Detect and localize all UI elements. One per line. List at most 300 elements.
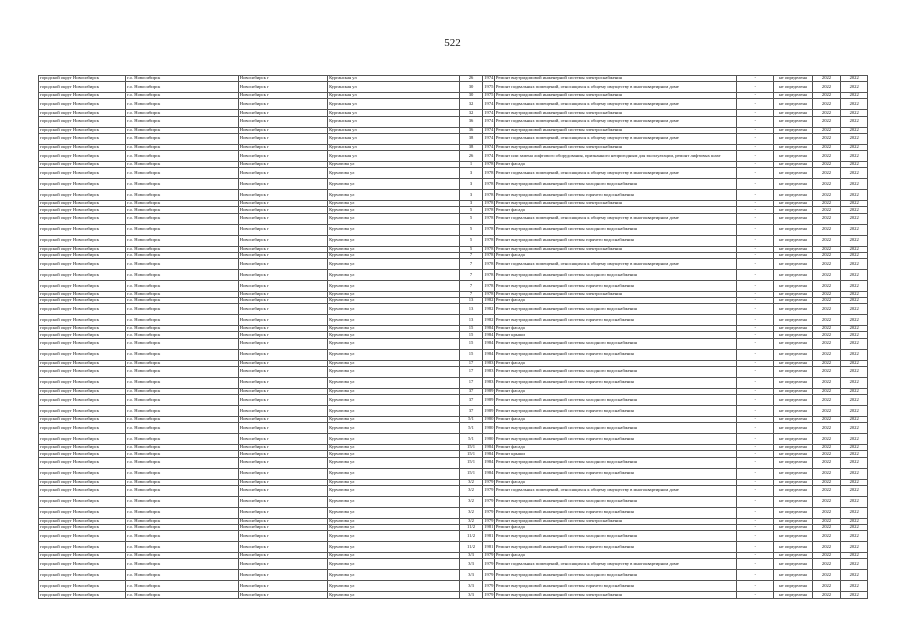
locality-cell: Новосибирск г <box>238 434 327 445</box>
street-cell: Курчатова ул <box>328 315 460 326</box>
municipality-cell: городской округ Новосибирск <box>39 82 126 93</box>
street-cell: Курчатова ул <box>328 395 460 406</box>
locality-cell: Новосибирск г <box>238 553 327 559</box>
house-number-cell: 3 <box>459 190 482 201</box>
dash-cell: - <box>737 406 774 417</box>
end-year-cell: 2022 <box>841 434 868 445</box>
municipality-cell: городской округ Новосибирск <box>39 542 126 553</box>
street-cell: Курчатова ул <box>328 496 460 507</box>
end-year-cell: 2022 <box>841 445 868 451</box>
municipality-cell: городской округ Новосибирск <box>39 479 126 485</box>
build-year-cell: 1978 <box>483 269 495 280</box>
end-year-cell: 2022 <box>841 269 868 280</box>
end-year-cell: 2022 <box>841 207 868 213</box>
house-number-cell: 15/1 <box>459 451 482 457</box>
street-cell: Курганская ул <box>328 82 460 93</box>
house-number-cell: 26 <box>459 76 482 82</box>
municipality-cell: городской округ Новосибирск <box>39 76 126 82</box>
build-year-cell: 1978 <box>484 246 494 251</box>
street-cell: Курчатова ул <box>328 388 460 394</box>
dash-cell: - <box>737 507 774 518</box>
work-type-cell: Ремонт подвальных помещений, относящихся к общему имуществу в многоквартирном доме <box>494 168 736 179</box>
dash-cell: - <box>737 445 774 451</box>
work-type-cell: Ремонт внутридомовой инженерной системы холодного водоснабжения <box>494 304 736 315</box>
house-number-cell: 32 <box>459 99 482 110</box>
locality-cell: Новосибирск г <box>238 417 327 423</box>
street-cell: Курчатова ул <box>328 179 460 190</box>
table-row <box>39 406 868 417</box>
work-type-cell: Ремонт внутридомовой инженерной системы холодного водоснабжения <box>494 366 736 377</box>
build-year-cell: 1979 <box>484 518 494 523</box>
work-type-cell: Ремонт фасада <box>494 388 736 394</box>
settlement-cell: г.о. Новосибирск <box>126 213 239 224</box>
locality-cell: Новосибирск г <box>238 291 327 297</box>
end-year-cell: 2022 <box>841 570 868 581</box>
work-type-cell: Ремонт внутридомовой инженерной системы горячего водоснабжения <box>494 377 736 388</box>
settlement-cell: г.о. Новосибирск <box>126 451 239 457</box>
table-row <box>39 179 868 190</box>
house-number-cell: 3/2 <box>459 479 482 485</box>
house-number-cell: 3/3 <box>459 559 482 570</box>
municipality-cell: городской округ Новосибирск <box>39 349 126 360</box>
cost-cell: не определена <box>774 246 812 252</box>
plan-year-cell: 2022 <box>812 395 841 406</box>
cost-cell: не определена <box>774 553 812 559</box>
build-year-cell: 1982 <box>483 315 495 326</box>
cost-cell: не определена <box>774 315 812 326</box>
street-cell: Курчатова ул <box>328 269 460 280</box>
locality-cell: Новосибирск г <box>238 349 327 360</box>
table-row <box>39 150 868 161</box>
settlement-cell: г.о. Новосибирск <box>126 485 239 496</box>
table-row <box>39 82 868 93</box>
cost-cell: не определена <box>774 168 812 179</box>
street-cell: Курчатова ул <box>328 201 460 207</box>
plan-year-cell: 2022 <box>812 150 841 161</box>
locality-cell: Новосибирск г <box>238 201 327 207</box>
work-type-cell: Ремонт внутридомовой инженерной системы горячего водоснабжения <box>494 190 736 201</box>
plan-year-cell: 2022 <box>812 179 841 190</box>
build-year-cell: 1975 <box>484 92 494 98</box>
municipality-cell: городской округ Новосибирск <box>39 224 126 235</box>
work-type-cell: Ремонт подвальных помещений, относящихся к общему имуществу в многоквартирном доме <box>494 99 736 110</box>
dash-cell: - <box>737 190 774 201</box>
table-row <box>39 304 868 315</box>
plan-year-cell: 2022 <box>812 207 841 213</box>
table-row <box>39 485 868 496</box>
end-year-cell: 2022 <box>841 395 868 406</box>
table-row <box>39 224 868 235</box>
end-year-cell: 2022 <box>841 190 868 201</box>
dash-cell: - <box>737 246 774 252</box>
build-year-cell: 1979 <box>483 485 495 496</box>
build-year-cell: 1978 <box>484 206 494 212</box>
table-row <box>39 496 868 507</box>
cost-cell: не определена <box>774 133 812 144</box>
plan-year-cell: 2022 <box>812 366 841 377</box>
cost-cell: не определена <box>774 468 812 479</box>
cost-cell: не определена <box>774 76 812 82</box>
build-year-cell: 1979 <box>484 479 494 484</box>
settlement-cell: г.о. Новосибирск <box>126 468 239 479</box>
street-cell: Курчатова ул <box>328 559 460 570</box>
work-type-cell: Ремонт внутридомовой инженерной системы горячего водоснабжения <box>494 468 736 479</box>
locality-cell: Новосибирск г <box>238 485 327 496</box>
settlement-cell: г.о. Новосибирск <box>126 116 239 127</box>
house-number-cell: 3/2 <box>459 485 482 496</box>
municipality-cell: городской округ Новосибирск <box>39 99 126 110</box>
municipality-cell: городской округ Новосибирск <box>39 338 126 349</box>
plan-year-cell: 2022 <box>812 377 841 388</box>
dash-cell: - <box>737 451 774 457</box>
end-year-cell: 2022 <box>841 542 868 553</box>
settlement-cell: г.о. Новосибирск <box>126 291 239 297</box>
dash-cell: - <box>737 332 774 338</box>
house-number-cell: 3/2 <box>459 496 482 507</box>
municipality-cell: городской округ Новосибирск <box>39 553 126 559</box>
house-number-cell: 37 <box>459 388 482 394</box>
locality-cell: Новосибирск г <box>238 127 327 133</box>
locality-cell: Новосибирск г <box>238 338 327 349</box>
settlement-cell: г.о. Новосибирск <box>126 150 239 161</box>
house-number-cell: 11/2 <box>459 531 482 542</box>
house-number-cell: 5/1 <box>459 417 482 423</box>
settlement-cell: г.о. Новосибирск <box>126 93 239 99</box>
end-year-cell: 2022 <box>841 338 868 349</box>
municipality-cell: городской округ Новосибирск <box>39 133 126 144</box>
build-year-cell: 1979 <box>484 591 494 597</box>
cost-cell: не определена <box>774 445 812 451</box>
work-type-cell: Ремонт внутридомовой инженерной системы электроснабжения <box>494 93 736 99</box>
street-cell: Курчатова ул <box>328 246 460 252</box>
settlement-cell: г.о. Новосибирск <box>126 144 239 150</box>
plan-year-cell: 2022 <box>812 553 841 559</box>
work-type-cell: Ремонт подвальных помещений, относящихся к общему имуществу в многоквартирном доме <box>494 116 736 127</box>
dash-cell: - <box>737 280 774 291</box>
end-year-cell: 2022 <box>841 417 868 423</box>
build-year-cell: 1981 <box>483 531 495 542</box>
end-year-cell: 2022 <box>841 479 868 485</box>
plan-year-cell: 2022 <box>812 338 841 349</box>
plan-year-cell: 2022 <box>812 518 841 524</box>
end-year-cell: 2022 <box>841 224 868 235</box>
street-cell: Курчатова ул <box>328 360 460 366</box>
street-cell: Курчатова ул <box>328 479 460 485</box>
build-year-cell: 1978 <box>483 179 495 190</box>
cost-cell: не определена <box>774 581 812 592</box>
municipality-cell: городской округ Новосибирск <box>39 496 126 507</box>
settlement-cell: г.о. Новосибирск <box>126 507 239 518</box>
work-type-cell: Ремонт внутридомовой инженерной системы холодного водоснабжения <box>494 338 736 349</box>
municipality-cell: городской округ Новосибирск <box>39 258 126 269</box>
dash-cell: - <box>737 423 774 434</box>
table-row <box>39 559 868 570</box>
locality-cell: Новосибирск г <box>238 366 327 377</box>
build-year-cell: 1989 <box>484 388 494 394</box>
locality-cell: Новосибирск г <box>238 280 327 291</box>
work-type-cell: Ремонт внутридомовой инженерной системы горячего водоснабжения <box>494 581 736 592</box>
settlement-cell: г.о. Новосибирск <box>126 76 239 82</box>
municipality-cell: городской округ Новосибирск <box>39 269 126 280</box>
dash-cell: - <box>737 99 774 110</box>
work-type-cell: Ремонт внутридомовой инженерной системы электроснабжения <box>494 291 736 297</box>
build-year-cell: 1983 <box>484 360 494 365</box>
locality-cell: Новосибирск г <box>238 82 327 93</box>
dash-cell: - <box>737 395 774 406</box>
plan-year-cell: 2022 <box>812 507 841 518</box>
dash-cell: - <box>737 179 774 190</box>
street-cell: Курчатова ул <box>328 224 460 235</box>
end-year-cell: 2022 <box>841 468 868 479</box>
street-cell: Курчатова ул <box>328 445 460 451</box>
work-type-cell: Ремонт фасада <box>494 524 736 530</box>
cost-cell: не определена <box>774 434 812 445</box>
plan-year-cell: 2022 <box>812 76 841 82</box>
municipality-cell: городской округ Новосибирск <box>39 252 126 258</box>
build-year-cell: 1975 <box>483 82 495 93</box>
dash-cell: - <box>737 269 774 280</box>
municipality-cell: городской округ Новосибирск <box>39 213 126 224</box>
house-number-cell: 37 <box>459 406 482 417</box>
table-row <box>39 366 868 377</box>
work-type-cell: Ремонт внутридомовой инженерной системы горячего водоснабжения <box>494 235 736 246</box>
municipality-cell: городской округ Новосибирск <box>39 116 126 127</box>
work-type-cell: Ремонт внутридомовой инженерной системы горячего водоснабжения <box>494 434 736 445</box>
build-year-cell: 1978 <box>484 291 494 297</box>
cost-cell: не определена <box>774 479 812 485</box>
cost-cell: не определена <box>774 332 812 338</box>
dash-cell: - <box>737 592 774 598</box>
dash-cell: - <box>737 315 774 326</box>
end-year-cell: 2022 <box>841 377 868 388</box>
plan-year-cell: 2022 <box>812 82 841 93</box>
dash-cell: - <box>737 213 774 224</box>
plan-year-cell: 2022 <box>812 190 841 201</box>
build-year-cell: 1979 <box>484 552 494 558</box>
settlement-cell: г.о. Новосибирск <box>126 388 239 394</box>
municipality-cell: городской округ Новосибирск <box>39 457 126 468</box>
build-year-cell: 1974 <box>483 116 495 127</box>
end-year-cell: 2022 <box>841 161 868 167</box>
dash-cell: - <box>737 161 774 167</box>
end-year-cell: 2022 <box>841 423 868 434</box>
table-row <box>39 570 868 581</box>
house-number-cell: 26 <box>459 150 482 161</box>
cost-cell: не определена <box>774 150 812 161</box>
build-year-cell: 1978 <box>484 200 494 206</box>
build-year-cell: 1980 <box>483 434 495 445</box>
settlement-cell: г.о. Новосибирск <box>126 235 239 246</box>
work-type-cell: Ремонт или замена лифтового оборудования, признанного непригодным для эксплуатации, ремонт лифтовых шахт <box>494 150 736 161</box>
build-year-cell: 1984 <box>484 450 494 456</box>
settlement-cell: г.о. Новосибирск <box>126 531 239 542</box>
cost-cell: не определена <box>774 349 812 360</box>
build-year-cell: 1978 <box>483 190 495 201</box>
house-number-cell: 3 <box>459 201 482 207</box>
street-cell: Курчатова ул <box>328 592 460 598</box>
cost-cell: не определена <box>774 326 812 332</box>
settlement-cell: г.о. Новосибирск <box>126 246 239 252</box>
locality-cell: Новосибирск г <box>238 451 327 457</box>
plan-year-cell: 2022 <box>812 485 841 496</box>
end-year-cell: 2022 <box>841 457 868 468</box>
municipality-cell: городской округ Новосибирск <box>39 110 126 116</box>
locality-cell: Новосибирск г <box>238 190 327 201</box>
cost-cell: не определена <box>774 485 812 496</box>
plan-year-cell: 2022 <box>812 280 841 291</box>
settlement-cell: г.о. Новосибирск <box>126 304 239 315</box>
settlement-cell: г.о. Новосибирск <box>126 269 239 280</box>
dash-cell: - <box>737 485 774 496</box>
street-cell: Курганская ул <box>328 133 460 144</box>
end-year-cell: 2022 <box>841 99 868 110</box>
work-type-cell: Ремонт подвальных помещений, относящихся к общему имуществу в многоквартирном доме <box>494 559 736 570</box>
build-year-cell: 1979 <box>483 581 495 592</box>
cost-cell: не определена <box>774 280 812 291</box>
cost-cell: не определена <box>774 531 812 542</box>
settlement-cell: г.о. Новосибирск <box>126 496 239 507</box>
house-number-cell: 5/1 <box>459 423 482 434</box>
plan-year-cell: 2022 <box>812 315 841 326</box>
municipality-cell: городской округ Новосибирск <box>39 291 126 297</box>
locality-cell: Новосибирск г <box>238 570 327 581</box>
work-type-cell: Ремонт внутридомовой инженерной системы электроснабжения <box>494 518 736 524</box>
dash-cell: - <box>737 168 774 179</box>
house-number-cell: 3/3 <box>459 592 482 598</box>
plan-year-cell: 2022 <box>812 332 841 338</box>
dash-cell: - <box>737 524 774 530</box>
work-type-cell: Ремонт внутридомовой инженерной системы электроснабжения <box>494 201 736 207</box>
table-row <box>39 269 868 280</box>
dash-cell: - <box>737 434 774 445</box>
end-year-cell: 2022 <box>841 531 868 542</box>
cost-cell: не определена <box>774 423 812 434</box>
work-type-cell: Ремонт подвальных помещений, относящихся к общему имуществу в многоквартирном доме <box>494 82 736 93</box>
end-year-cell: 2022 <box>841 150 868 161</box>
build-year-cell: 1978 <box>483 168 495 179</box>
house-number-cell: 30 <box>459 82 482 93</box>
house-number-cell: 32 <box>459 110 482 116</box>
street-cell: Курчатова ул <box>328 468 460 479</box>
table-row <box>39 434 868 445</box>
work-type-cell: Ремонт подвальных помещений, относящихся к общему имуществу в многоквартирном доме <box>494 258 736 269</box>
cost-cell: не определена <box>774 542 812 553</box>
municipality-cell: городской округ Новосибирск <box>39 298 126 304</box>
locality-cell: Новосибирск г <box>238 559 327 570</box>
house-number-cell: 3 <box>459 179 482 190</box>
build-year-cell: 1979 <box>483 570 495 581</box>
locality-cell: Новосибирск г <box>238 298 327 304</box>
settlement-cell: г.о. Новосибирск <box>126 258 239 269</box>
street-cell: Курчатова ул <box>328 235 460 246</box>
settlement-cell: г.о. Новосибирск <box>126 161 239 167</box>
municipality-cell: городской округ Новосибирск <box>39 485 126 496</box>
work-type-cell: Ремонт внутридомовой инженерной системы электроснабжения <box>494 127 736 133</box>
work-type-cell: Ремонт фасада <box>494 553 736 559</box>
table-row <box>39 468 868 479</box>
work-type-cell: Ремонт внутридомовой инженерной системы электроснабжения <box>494 144 736 150</box>
settlement-cell: г.о. Новосибирск <box>126 82 239 93</box>
end-year-cell: 2022 <box>841 213 868 224</box>
build-year-cell: 1984 <box>484 444 494 450</box>
settlement-cell: г.о. Новосибирск <box>126 524 239 530</box>
dash-cell: - <box>737 150 774 161</box>
plan-year-cell: 2022 <box>812 213 841 224</box>
street-cell: Курчатова ул <box>328 406 460 417</box>
build-year-cell: 1974 <box>484 109 494 115</box>
municipality-cell: городской округ Новосибирск <box>39 423 126 434</box>
build-year-cell: 1983 <box>483 366 495 377</box>
plan-year-cell: 2022 <box>812 93 841 99</box>
municipality-cell: городской округ Новосибирск <box>39 280 126 291</box>
end-year-cell: 2022 <box>841 524 868 530</box>
municipality-cell: городской округ Новосибирск <box>39 406 126 417</box>
cost-cell: не определена <box>774 496 812 507</box>
cost-cell: не определена <box>774 110 812 116</box>
build-year-cell: 1979 <box>483 507 495 518</box>
municipality-cell: городской округ Новосибирск <box>39 434 126 445</box>
build-year-cell: 1984 <box>483 468 495 479</box>
locality-cell: Новосибирск г <box>238 76 327 82</box>
dash-cell: - <box>737 326 774 332</box>
locality-cell: Новосибирск г <box>238 542 327 553</box>
work-type-cell: Ремонт внутридомовой инженерной системы холодного водоснабжения <box>494 179 736 190</box>
end-year-cell: 2022 <box>841 116 868 127</box>
municipality-cell: городской округ Новосибирск <box>39 326 126 332</box>
end-year-cell: 2022 <box>841 553 868 559</box>
table-row <box>39 235 868 246</box>
dash-cell: - <box>737 93 774 99</box>
work-type-cell: Ремонт фасада <box>494 207 736 213</box>
settlement-cell: г.о. Новосибирск <box>126 179 239 190</box>
cost-cell: не определена <box>774 388 812 394</box>
cost-cell: не определена <box>774 524 812 530</box>
house-number-cell: 5 <box>459 235 482 246</box>
street-cell: Курчатова ул <box>328 457 460 468</box>
settlement-cell: г.о. Новосибирск <box>126 349 239 360</box>
street-cell: Курганская ул <box>328 116 460 127</box>
locality-cell: Новосибирск г <box>238 423 327 434</box>
settlement-cell: г.о. Новосибирск <box>126 366 239 377</box>
dash-cell: - <box>737 224 774 235</box>
house-number-cell: 7 <box>459 252 482 258</box>
page-number: 522 <box>444 37 461 49</box>
street-cell: Курганская ул <box>328 150 460 161</box>
municipality-cell: городской округ Новосибирск <box>39 207 126 213</box>
plan-year-cell: 2022 <box>812 99 841 110</box>
house-number-cell: 5 <box>459 213 482 224</box>
dash-cell: - <box>737 388 774 394</box>
plan-year-cell: 2022 <box>812 592 841 598</box>
municipality-cell: городской округ Новосибирск <box>39 201 126 207</box>
municipality-cell: городской округ Новосибирск <box>39 592 126 598</box>
work-type-cell: Ремонт внутридомовой инженерной системы холодного водоснабжения <box>494 496 736 507</box>
cost-cell: не определена <box>774 518 812 524</box>
build-year-cell: 1983 <box>483 377 495 388</box>
work-type-cell: Ремонт крыши <box>494 332 736 338</box>
dash-cell: - <box>737 127 774 133</box>
locality-cell: Новосибирск г <box>238 395 327 406</box>
dash-cell: - <box>737 457 774 468</box>
dash-cell: - <box>737 570 774 581</box>
street-cell: Курчатова ул <box>328 417 460 423</box>
house-number-cell: 15/1 <box>459 468 482 479</box>
build-year-cell: 1974 <box>483 99 495 110</box>
locality-cell: Новосибирск г <box>238 388 327 394</box>
municipality-cell: городской округ Новосибирск <box>39 559 126 570</box>
locality-cell: Новосибирск г <box>238 304 327 315</box>
plan-year-cell: 2022 <box>812 434 841 445</box>
